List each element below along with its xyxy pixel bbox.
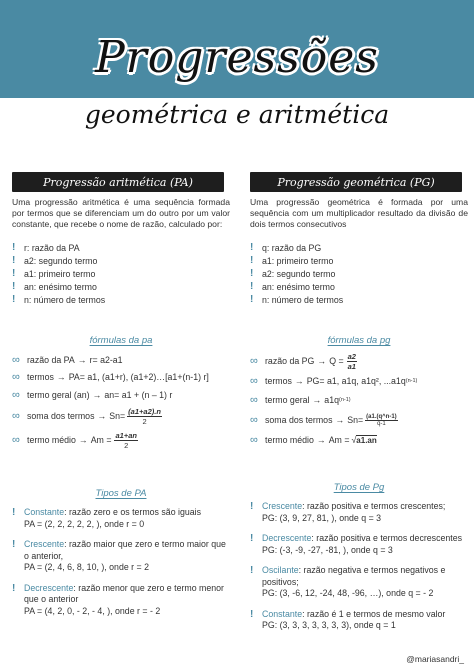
- exclamation-icon: !: [12, 294, 16, 305]
- list-item: ∞ termo geral (an) → an= a1 + (n – 1) r: [12, 388, 173, 401]
- mid-fraction: $\frac{a1+an}{2}$: [115, 430, 137, 450]
- arrow-right-icon: →: [77, 354, 87, 365]
- sum-fraction: $\frac{(a1+a2).n}{2}$: [128, 406, 161, 426]
- list-item: ! Oscilante: razão negativa e termos negativos e positivos; PG: (3, -6, 12, -24, 48, -96, …), onde q = - 2: [250, 565, 446, 598]
- exclamation-icon: !: [12, 242, 16, 253]
- list-item: ! q: razão da PG: [250, 242, 322, 253]
- pa-heading: Progressão aritmética (PA): [12, 172, 224, 192]
- author-handle: @mariasandri_: [406, 654, 464, 664]
- list-item: ∞ razão da PG → Q = $\frac{a2}{a1}$: [250, 351, 356, 371]
- list-item: ! a1: primeiro termo: [12, 268, 96, 279]
- pg-tipos-title: Tipos de Pg: [333, 482, 385, 493]
- arrow-right-icon: →: [92, 389, 102, 400]
- infinity-icon: ∞: [250, 434, 258, 446]
- list-item: ! r: razão da PA: [12, 242, 80, 253]
- exclamation-icon: !: [12, 507, 16, 518]
- arrow-right-icon: →: [316, 435, 326, 445]
- arrow-right-icon: →: [317, 356, 327, 366]
- exclamation-icon: !: [12, 582, 16, 594]
- exclamation-icon: !: [250, 268, 254, 279]
- list-item: ∞ termos → PG= a1, a1q, a1q², ...a1q (n-1): [250, 374, 418, 387]
- list-item: ! an: enésimo termo: [12, 281, 97, 292]
- list-item: ! Crescente: razão maior que zero e termo maior que o anterior, PA = (2, 4, 6, 8, 10, ), onde r = 2: [12, 539, 226, 572]
- exclamation-icon: !: [250, 608, 254, 620]
- list-item: ∞ termos → PA= a1, (a1+r), (a1+2)…[a1+(n-1) r]: [12, 370, 209, 383]
- pg-description: Uma progressão geométrica é formada por uma sequência com um multiplicador resultado da divisão de dois termos consecutivos: [250, 197, 468, 229]
- list-item: ! n: número de termos: [12, 294, 106, 305]
- exclamation-icon: !: [250, 242, 254, 253]
- list-item: ! an: enésimo termo: [250, 281, 335, 292]
- pa-formulas-list: [12, 351, 230, 452]
- list-item: ! Constante: razão zero e os termos são iguais PA = (2, 2, 2, 2, 2, ), onde r = 0: [12, 507, 202, 529]
- list-item: ∞ soma dos termos → Sn= $\frac{(a1+a2).n}{2}$: [12, 406, 161, 426]
- arrow-right-icon: →: [335, 415, 345, 425]
- list-item: ! Decrescente: razão positiva e termos decrescentes PG: (-3, -9, -27, -81, ), onde q = 3: [250, 533, 462, 555]
- arrow-right-icon: →: [294, 375, 304, 386]
- infinity-icon: ∞: [250, 414, 258, 426]
- list-item: ! a2: segundo termo: [250, 268, 336, 279]
- exclamation-icon: !: [250, 565, 254, 576]
- exclamation-icon: !: [12, 281, 16, 292]
- page-subtitle: geométrica e aritmética: [84, 100, 390, 129]
- infinity-icon: ∞: [12, 353, 20, 366]
- exclamation-icon: !: [250, 294, 254, 305]
- pa-tipos-title: Tipos de PA: [95, 488, 147, 499]
- pa-description: Uma progressão aritmética é uma sequência formada por termos que se diferenciam um do outro por um valor constante, que recebe o nome de razão, calculado por:: [12, 197, 230, 229]
- infinity-icon: ∞: [12, 388, 20, 401]
- pg-formulas-list: [250, 351, 468, 449]
- page-title: Progressões: [95, 32, 379, 83]
- list-item: ! Constante: razão é 1 e termos de mesmo valor PG: (3, 3, 3, 3, 3, 3, 3), onde q = 1: [250, 608, 446, 630]
- pg-heading: Progressão geométrica (PG): [250, 172, 462, 192]
- list-item: ∞ termo geral → a1q (n-1): [250, 393, 351, 406]
- pg-formulas-title: fórmulas da pg: [327, 335, 391, 346]
- infinity-icon: ∞: [250, 355, 258, 367]
- infinity-icon: ∞: [12, 410, 20, 422]
- exclamation-icon: !: [250, 281, 254, 292]
- pg-terms-list: [250, 241, 468, 306]
- ratio-fraction: $\frac{a2}{a1}$: [347, 351, 356, 371]
- pg-tipos-list: [250, 501, 468, 632]
- infinity-icon: ∞: [250, 393, 258, 406]
- sqrt-icon: √: [351, 435, 357, 445]
- infinity-icon: ∞: [12, 370, 20, 383]
- list-item: ! a1: primeiro termo: [250, 255, 334, 266]
- title-area: [0, 0, 474, 150]
- infinity-icon: ∞: [12, 434, 20, 446]
- exclamation-icon: !: [12, 539, 16, 550]
- list-item: ∞ termo médio → Am = √ a1.an: [250, 434, 377, 446]
- pa-tipos-list: [12, 507, 230, 617]
- list-item: ! a2: segundo termo: [12, 255, 98, 266]
- pa-column: [12, 172, 230, 626]
- arrow-right-icon: →: [78, 435, 88, 445]
- arrow-right-icon: →: [312, 394, 322, 405]
- pa-formulas-title: fórmulas da pa: [89, 335, 153, 346]
- exclamation-icon: !: [250, 255, 254, 266]
- pg-column: [250, 172, 468, 641]
- list-item: ∞ termo médio → Am = $\frac{a1+an}{2}$: [12, 430, 137, 450]
- exclamation-icon: !: [250, 501, 254, 512]
- arrow-right-icon: →: [97, 411, 107, 421]
- sum-fraction: $\frac{(a1.(q\^{}n-1)}{q-1}$: [366, 413, 397, 427]
- exclamation-icon: !: [12, 268, 16, 279]
- exclamation-icon: !: [250, 533, 254, 544]
- list-item: ! n: número de termos: [250, 294, 344, 305]
- exclamation-icon: !: [12, 255, 16, 266]
- list-item: ! Crescente: razão positiva e termos crescentes; PG: (3, 9, 27, 81, ), onde q = 3: [250, 501, 446, 523]
- list-item: ∞ razão da PA → r= a2-a1: [12, 353, 123, 366]
- arrow-right-icon: →: [56, 371, 66, 382]
- infinity-icon: ∞: [250, 374, 258, 387]
- list-item: ∞ soma dos termos → Sn= $\frac{(a1.(q\^{}n-1)}{q-1}$: [250, 413, 397, 427]
- pa-terms-list: [12, 241, 230, 306]
- list-item: ! Decrescente: razão menor que zero e termo menor que o anterior PA = (4, 2, 0, - 2, - 4, ), onde r = - 2: [12, 582, 224, 616]
